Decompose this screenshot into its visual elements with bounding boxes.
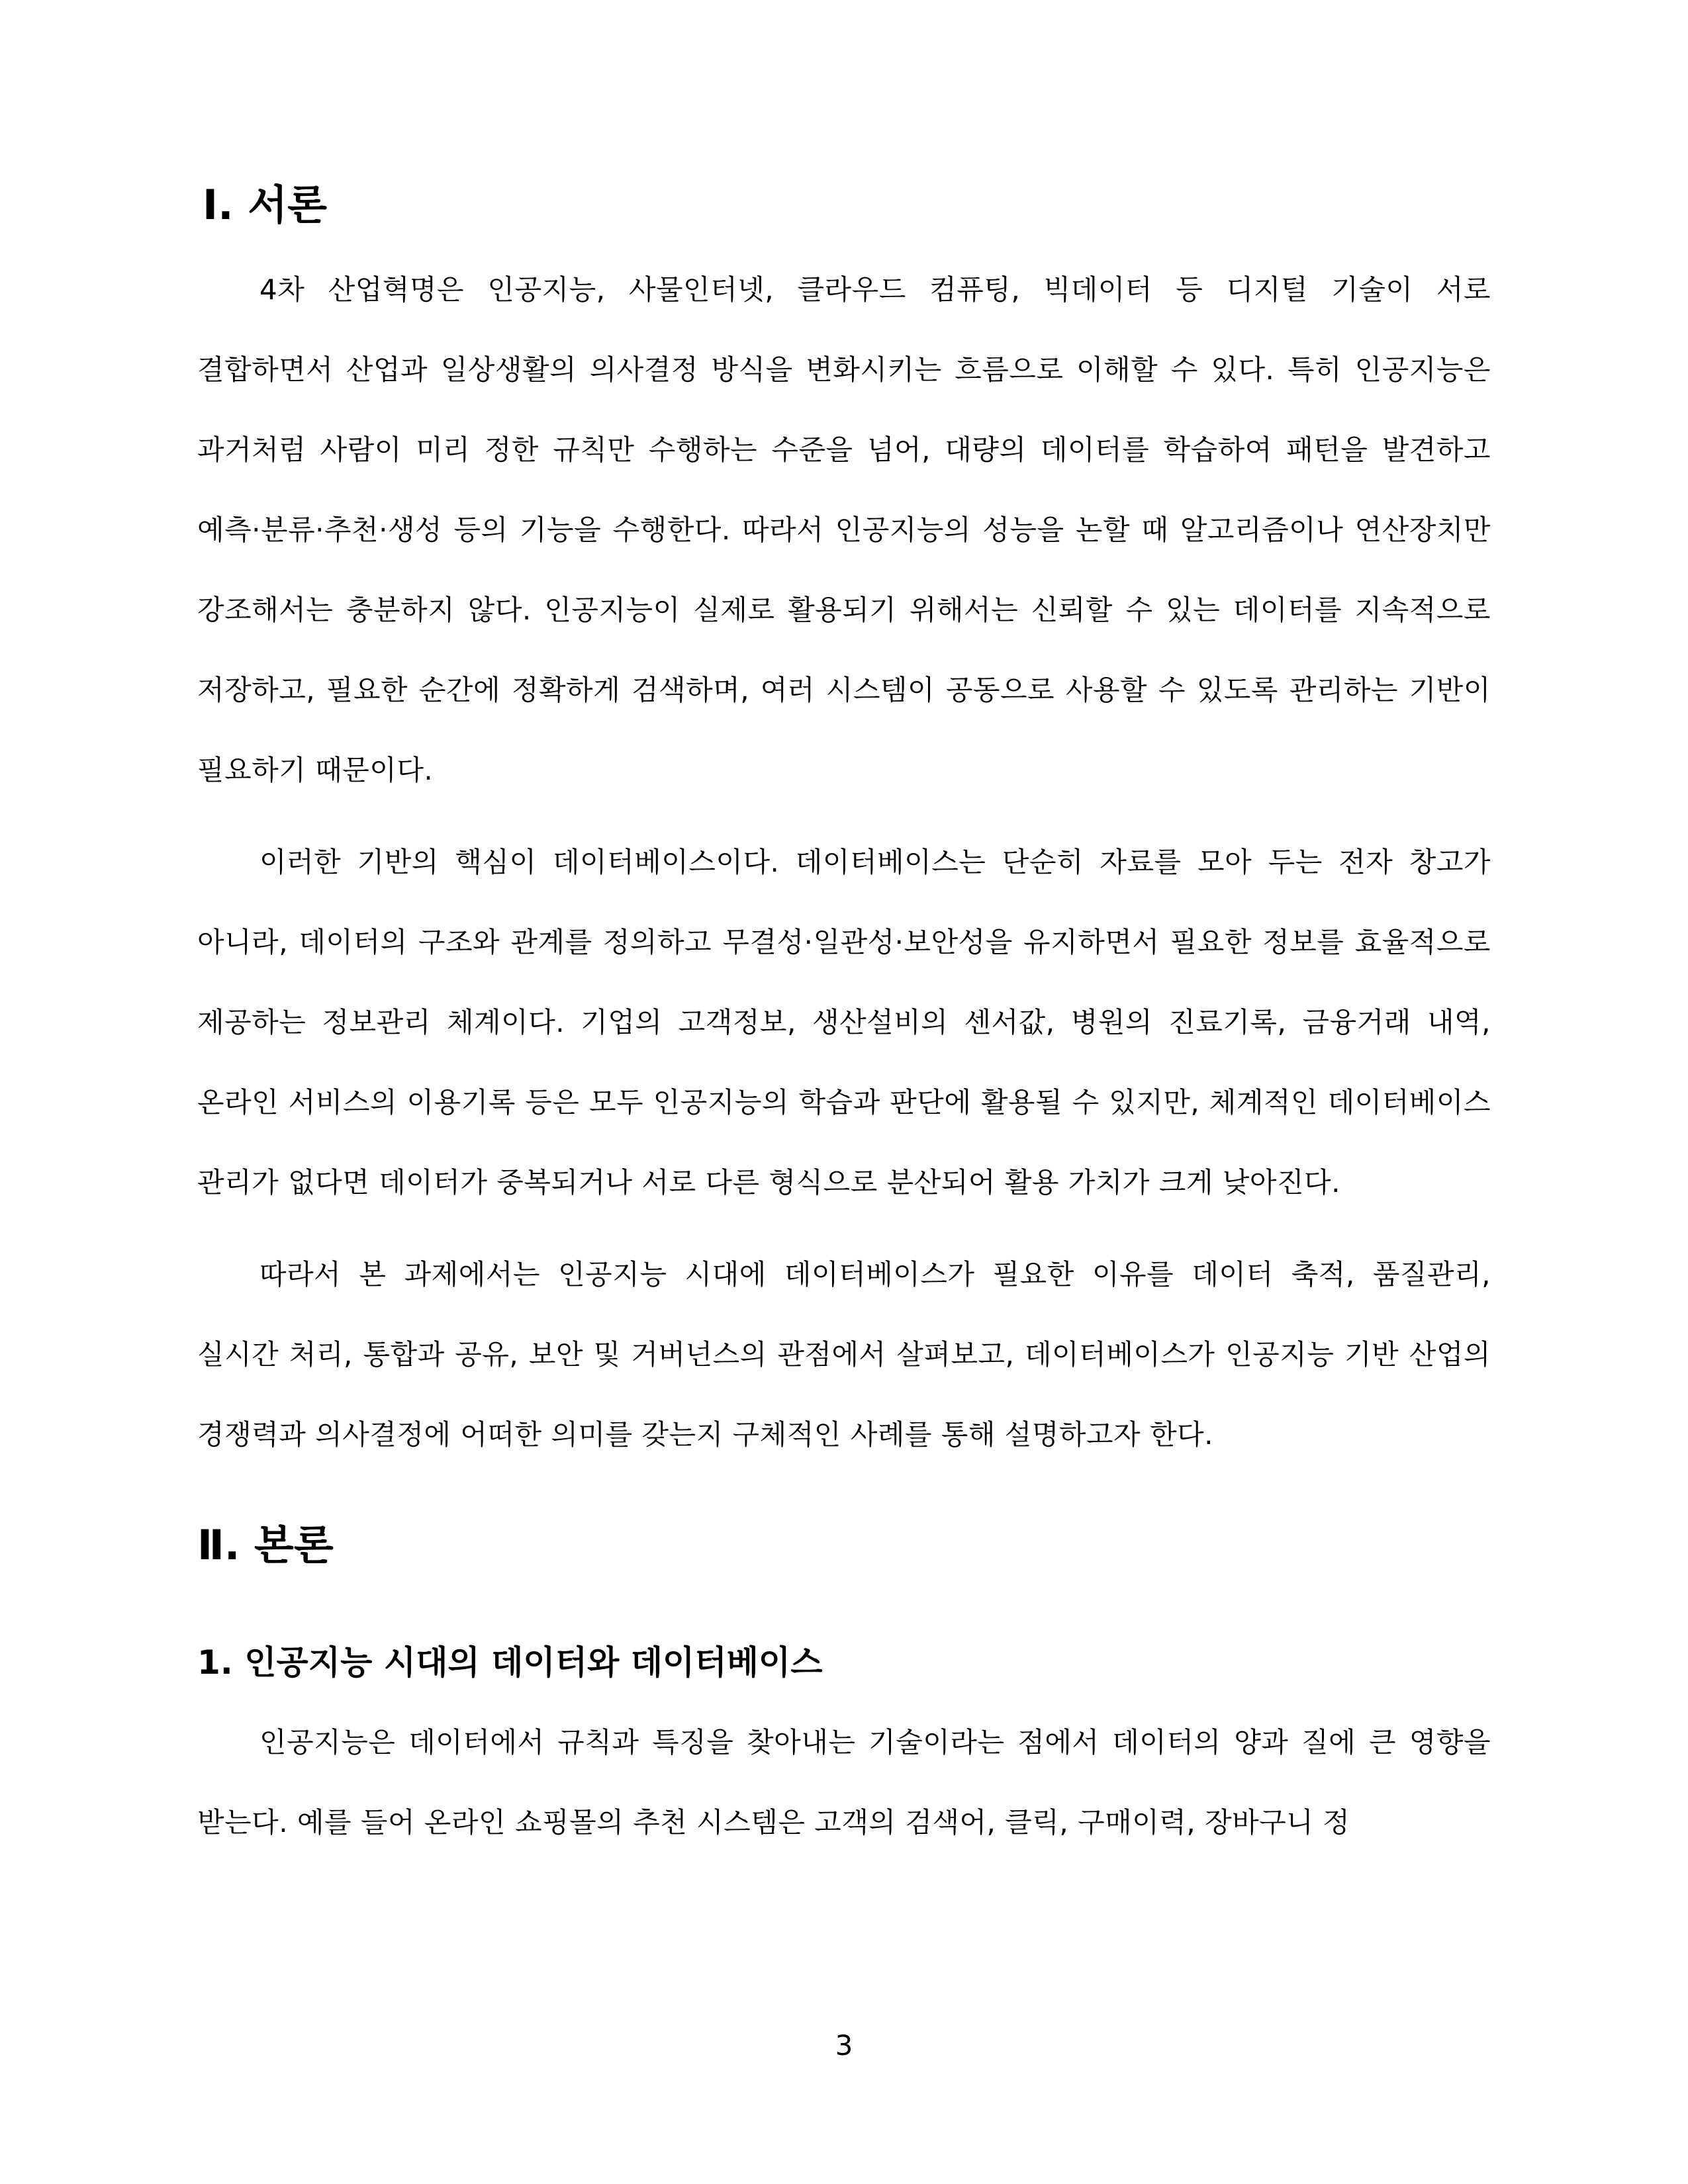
page-content: [197, 175, 1491, 1862]
subsection-heading: 1. 인공지능 시대의 데이터와 데이터베이스: [197, 1643, 823, 1682]
paragraph: 4차 산업혁명은 인공지능, 사물인터넷, 클라우드 컴퓨팅, 빅데이터 등 디지털 기술이 서로 결합하면서 산업과 일상생활의 의사결정 방식을 변화시키는 흐름으로 이해할 수 있다. 특히 인공지능은 과거처럼 사람이 미리 정한 규칙만 수행하는 수준을 넘어, 대량의 데이터를 학습하여 패턴을 발견하고 예측·분류·추천·생성 등의 기능을 수행한다. 따라서 인공지능의 성능을 논할 때 알고리즘이나 연산장치만 강조해서는 충분하지 않다. 인공지능이 실제로 활용되기 위해서는 신뢰할 수 있는 데이터를 지속적으로 저장하고, 필요한 순간에 정확하게 검색하며, 여러 시스템이 공동으로 사용할 수 있도록 관리하는 기반이 필요하기 때문이다.: [197, 273, 1491, 786]
paragraph: 이러한 기반의 핵심이 데이터베이스이다. 데이터베이스는 단순히 자료를 모아 두는 전자 창고가 아니라, 데이터의 구조와 관계를 정의하고 무결성·일관성·보안성을 유지하면서 필요한 정보를 효율적으로 제공하는 정보관리 체계이다. 기업의 고객정보, 생산설비의 센서값, 병원의 진료기록, 금융거래 내역, 온라인 서비스의 이용기록 등은 모두 인공지능의 학습과 판단에 활용될 수 있지만, 체계적인 데이터베이스 관리가 없다면 데이터가 중복되거나 서로 다른 형식으로 분산되어 활용 가치가 크게 낮아진다.: [197, 846, 1491, 1199]
section-heading-intro: Ⅰ. 서론: [203, 181, 327, 229]
paragraph: 따라서 본 과제에서는 인공지능 시대에 데이터베이스가 필요한 이유를 데이터 축적, 품질관리, 실시간 처리, 통합과 공유, 보안 및 거버넌스의 관점에서 살펴보고, 데이터베이스가 인공지능 기반 산업의 경쟁력과 의사결정에 어떠한 의미를 갖는지 구체적인 사례를 통해 설명하고자 한다.: [197, 1258, 1491, 1451]
section-heading-body: Ⅱ. 본론: [197, 1521, 334, 1569]
paragraph: 인공지능은 데이터에서 규칙과 특징을 찾아내는 기술이라는 점에서 데이터의 양과 질에 큰 영향을 받는다. 예를 들어 온라인 쇼핑몰의 추천 시스템은 고객의 검색어, 클릭, 구매이력, 장바구니 정: [197, 1726, 1491, 1839]
page-number: 3: [835, 2029, 853, 2062]
